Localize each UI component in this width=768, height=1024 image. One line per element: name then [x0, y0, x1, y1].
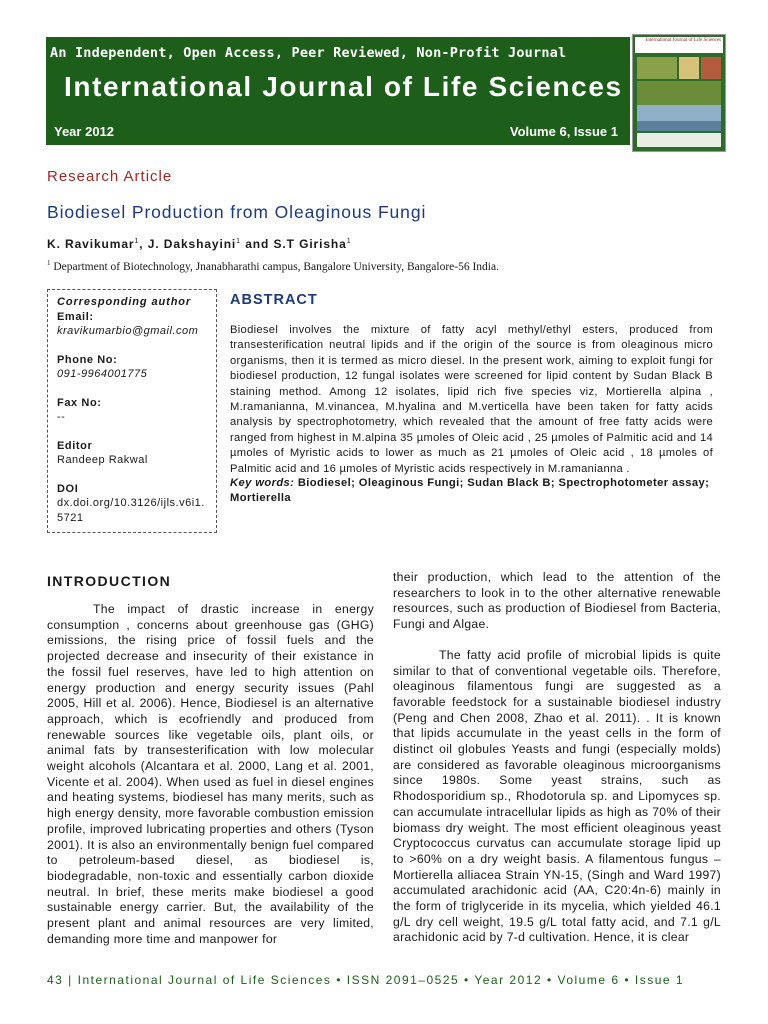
journal-year: Year 2012: [54, 124, 115, 139]
journal-banner: [46, 37, 630, 145]
phone-value: 091-9964001775: [57, 368, 148, 380]
abstract-text: Biodiesel involves the mixture of fatty acyl methyl/ethyl esters, produced from transesterification neutral lipids and if the origin of the source is from oleaginous micro organisms, then it is termed as micro diesel. In the present work, aiming to exploit fungi for biodiesel production, 12 fungal isolates were screened for lipid content by Sudan Black B staining method. Among 12 isolates, lipid rich five species viz, Mortierella alpina , M.ramanianna, M.vinancea, M.hyalina and M.verticella have been taken for fatty acids analysis by spectrophotometry, which revealed that the amount of free fatty acids were ranged from highest in M.alpina 35 µmoles of Oleic acid , 25 µmoles of Palmitic acid and 14 µmoles of Myristic acids to lower as much as 21 µmoles of Oleic acid , 18 µmoles of Palmitic acid and 16 µmoles of Myristic acids respectively in M.ramanianna .: [230, 324, 713, 475]
article-type: Research Article: [47, 168, 173, 185]
author-list: [47, 237, 352, 251]
paragraph: their production, which lead to the attention of the researchers to look in to the other alternative renewable resources, such as production of Biodiesel from Bacteria, Fungi and Algae.: [393, 570, 721, 632]
cover-image-block: [637, 57, 677, 79]
editor-label: Editor: [57, 439, 93, 452]
cover-image-block: [679, 57, 699, 79]
page-footer: 43 | International Journal of Life Sciences • ISSN 2091–0525 • Year 2012 • Volume 6 • Issue 1: [47, 973, 685, 987]
doi-link[interactable]: dx.doi.org/10.3126/ijls.v6i1.5721: [57, 497, 205, 524]
cover-title: International Journal of Life Sciences: [635, 37, 723, 53]
phone-label: Phone No:: [57, 353, 118, 366]
abstract-heading: ABSTRACT: [230, 292, 318, 308]
paragraph: The impact of drastic increase in energy consumption , concerns about greenhouse gas (GHG) emissions, the rising price of fossil fuels and the projected decrease and insecurity of their existance in the fossil fuel reserves, have led to high attention on energy production and energy security issues (Pahl 2005, Hill et al. 2006). Hence, Biodiesel is an alternative approach, which is ecofriendly and produced from renewable sources like vegetable oils, plant oils, or animal fats by transesterification with low molecular weight alcohols (Alcantara et al. 2000, Lang et al. 2001, Vicente et al. 2004). When used as fuel in diesel engines and heating systems, biodiesel has many merits, such as high energy density, more favorable combustion emission profile, improved lubricating properties and others (Tyson 2001). It is also an environmentally benign fuel compared to petroleum-based diesel, as biodiesel is, biodegradable, non-toxic and essentially carbon dioxide neutral. In brief, these merits make biodiesel a good sustainable energy carrier. But, the availability of the present plant and animal resources are very limited, demanding more time and manpower for: [47, 602, 374, 946]
cover-image-block: [637, 121, 721, 131]
doi-label: DOI: [57, 482, 79, 495]
body-column-left: [47, 602, 374, 947]
author-name: J. Dakshayini: [147, 237, 237, 251]
affiliation-mark: 1: [47, 259, 51, 267]
cover-image-block: [701, 57, 721, 79]
body-column-right: [393, 570, 721, 946]
journal-volume: Volume 6, Issue 1: [509, 124, 618, 139]
cover-image-block: [637, 81, 721, 105]
author-separator: ,: [139, 237, 148, 251]
author-name: K. Ravikumar: [47, 237, 135, 251]
email-label: Email:: [57, 310, 94, 323]
fax-label: Fax No:: [57, 396, 102, 409]
author-affiliation-mark: 1: [134, 238, 140, 245]
journal-title: International Journal of Life Sciences: [64, 71, 623, 102]
email-link[interactable]: kravikumarbio@gmail.com: [57, 325, 199, 337]
introduction-heading: INTRODUCTION: [47, 573, 172, 589]
fax-value: --: [57, 411, 66, 423]
keywords: [230, 476, 713, 507]
affiliation: [47, 259, 499, 273]
corresponding-author-box: [47, 289, 217, 533]
corresponding-heading: Corresponding author: [57, 296, 192, 308]
keywords-label: Key words:: [230, 477, 295, 489]
affiliation-text: Department of Biotechnology, Jnanabharathi campus, Bangalore University, Bangalore-56 India.: [53, 260, 499, 273]
author-affiliation-mark: 1: [346, 238, 352, 245]
keywords-text: Biodiesel; Oleaginous Fungi; Sudan Black B; Spectrophotometer assay; Mortierella: [230, 477, 710, 505]
cover-footer: [637, 133, 721, 147]
journal-cover-thumbnail: [632, 34, 726, 152]
author-name: S.T Girisha: [273, 237, 347, 251]
author-separator: and: [240, 237, 274, 251]
journal-tagline: An Independent, Open Access, Peer Reviewed, Non-Profit Journal: [50, 45, 567, 61]
paragraph: The fatty acid profile of microbial lipids is quite similar to that of conventional vegetable oils. Therefore, oleaginous filamentous fungi are suggested as a favorable feedstock for a sustainable biodiesel industry (Peng and Chen 2008, Zhao et al. 2011). . It is known that lipids accumulate in the yeast cells in the form of distinct oil globules Yeasts and fungi (especially molds) are considered as favorable oleaginous microorganisms since 1980s. Some yeast strains, such as Rhodosporidium sp., Rhodotorula sp. and Lipomyces sp. can accumulate intracellular lipids as high as 70% of their biomass dry weight. The most efficient oleaginous yeast Cryptococcus curvatus can accumulate storage lipid up to >60% on a dry weight basis. A filamentous fungus – Mortierella alliacea Strain YN-15, (Singh and Ward 1997) accumulated arachidonic acid (AA, C20:4n-6) mainly in the form of triglyceride in its mycelia, which yielded 46.1 g/L dry cell weight, 19.5 g/L total fatty acid, and 7.1 g/L arachidonic acid by 7-d cultivation. Hence, it is clear: [393, 647, 721, 945]
article-title: Biodiesel Production from Oleaginous Fungi: [47, 202, 427, 222]
editor-value: Randeep Rakwal: [57, 454, 148, 466]
author-affiliation-mark: 1: [236, 238, 241, 245]
